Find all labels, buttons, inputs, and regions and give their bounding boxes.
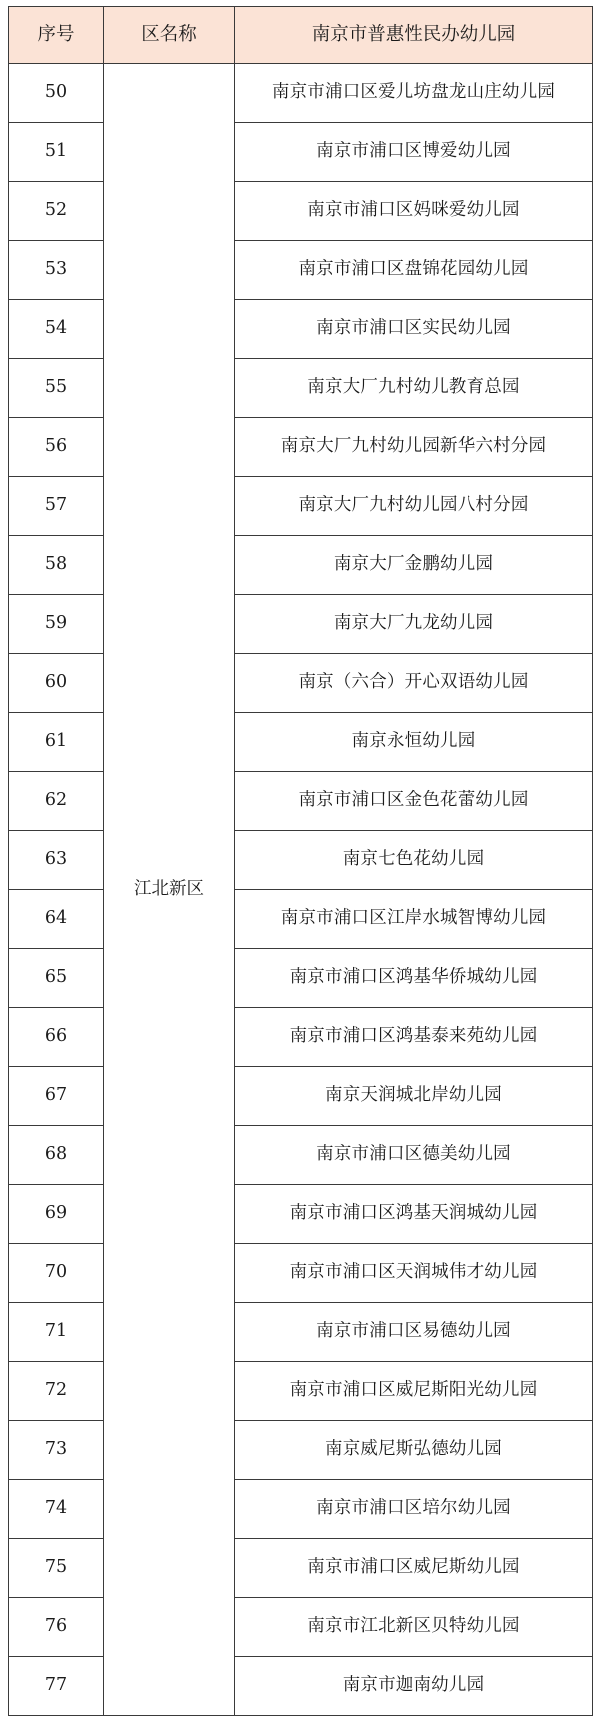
- kindergarten-name: 南京永恒幼儿园: [235, 713, 593, 772]
- row-index: 69: [9, 1185, 104, 1244]
- table-row: [9, 300, 593, 359]
- row-index: 77: [9, 1657, 104, 1716]
- row-index: 60: [9, 654, 104, 713]
- table-row: [9, 64, 593, 123]
- row-index: 67: [9, 1067, 104, 1126]
- kindergarten-name: 南京市浦口区鸿基泰来苑幼儿园: [235, 1008, 593, 1067]
- kindergarten-table: [8, 6, 593, 1716]
- row-index: 64: [9, 890, 104, 949]
- kindergarten-name: 南京市浦口区天润城伟才幼儿园: [235, 1244, 593, 1303]
- kindergarten-name: 南京威尼斯弘德幼儿园: [235, 1421, 593, 1480]
- kindergarten-name: 南京市浦口区威尼斯幼儿园: [235, 1539, 593, 1598]
- table-row: [9, 536, 593, 595]
- row-index: 51: [9, 123, 104, 182]
- table-row: [9, 1008, 593, 1067]
- kindergarten-name: 南京市浦口区金色花蕾幼儿园: [235, 772, 593, 831]
- kindergarten-name: 南京天润城北岸幼儿园: [235, 1067, 593, 1126]
- row-index: 56: [9, 418, 104, 477]
- kindergarten-name: 南京市浦口区德美幼儿园: [235, 1126, 593, 1185]
- row-index: 61: [9, 713, 104, 772]
- kindergarten-name: 南京大厂九村幼儿园新华六村分园: [235, 418, 593, 477]
- row-index: 50: [9, 64, 104, 123]
- row-index: 52: [9, 182, 104, 241]
- kindergarten-name: 南京（六合）开心双语幼儿园: [235, 654, 593, 713]
- table-row: [9, 1126, 593, 1185]
- kindergarten-name: 南京市浦口区江岸水城智博幼儿园: [235, 890, 593, 949]
- row-index: 73: [9, 1421, 104, 1480]
- row-index: 74: [9, 1480, 104, 1539]
- kindergarten-name: 南京大厂九村幼儿教育总园: [235, 359, 593, 418]
- table-row: [9, 359, 593, 418]
- table-row: [9, 890, 593, 949]
- kindergarten-name: 南京大厂金鹏幼儿园: [235, 536, 593, 595]
- kindergarten-name: 南京大厂九龙幼儿园: [235, 595, 593, 654]
- row-index: 76: [9, 1598, 104, 1657]
- kindergarten-name: 南京市江北新区贝特幼儿园: [235, 1598, 593, 1657]
- header-name: 南京市普惠性民办幼儿园: [235, 7, 593, 64]
- row-index: 55: [9, 359, 104, 418]
- header-district: 区名称: [104, 7, 235, 64]
- table-row: [9, 123, 593, 182]
- table-row: [9, 772, 593, 831]
- kindergarten-name: 南京市浦口区鸿基天润城幼儿园: [235, 1185, 593, 1244]
- kindergarten-name: 南京市浦口区盘锦花园幼儿园: [235, 241, 593, 300]
- district-cell: 江北新区: [104, 64, 235, 1716]
- table-row: [9, 182, 593, 241]
- table-row: [9, 1067, 593, 1126]
- row-index: 54: [9, 300, 104, 359]
- table-row: [9, 654, 593, 713]
- table-row: [9, 949, 593, 1008]
- table-row: [9, 1303, 593, 1362]
- kindergarten-name: 南京市浦口区鸿基华侨城幼儿园: [235, 949, 593, 1008]
- row-index: 62: [9, 772, 104, 831]
- table-row: [9, 595, 593, 654]
- header-index: 序号: [9, 7, 104, 64]
- row-index: 63: [9, 831, 104, 890]
- table-row: [9, 1657, 593, 1716]
- row-index: 72: [9, 1362, 104, 1421]
- kindergarten-name: 南京市浦口区实民幼儿园: [235, 300, 593, 359]
- table-body: [9, 64, 593, 1716]
- table-row: [9, 477, 593, 536]
- row-index: 58: [9, 536, 104, 595]
- table-row: [9, 831, 593, 890]
- table-row: [9, 1421, 593, 1480]
- table-row: [9, 1362, 593, 1421]
- table-header-row: [9, 7, 593, 64]
- table-row: [9, 418, 593, 477]
- kindergarten-name: 南京市浦口区威尼斯阳光幼儿园: [235, 1362, 593, 1421]
- row-index: 70: [9, 1244, 104, 1303]
- table-row: [9, 1598, 593, 1657]
- row-index: 66: [9, 1008, 104, 1067]
- kindergarten-name: 南京市浦口区爱儿坊盘龙山庄幼儿园: [235, 64, 593, 123]
- table-row: [9, 1185, 593, 1244]
- table-row: [9, 1539, 593, 1598]
- row-index: 59: [9, 595, 104, 654]
- table-row: [9, 1480, 593, 1539]
- kindergarten-name: 南京七色花幼儿园: [235, 831, 593, 890]
- row-index: 68: [9, 1126, 104, 1185]
- table-row: [9, 241, 593, 300]
- row-index: 57: [9, 477, 104, 536]
- kindergarten-name: 南京大厂九村幼儿园八村分园: [235, 477, 593, 536]
- kindergarten-name: 南京市浦口区易德幼儿园: [235, 1303, 593, 1362]
- kindergarten-name: 南京市浦口区博爱幼儿园: [235, 123, 593, 182]
- table-row: [9, 1244, 593, 1303]
- kindergarten-name: 南京市浦口区妈咪爱幼儿园: [235, 182, 593, 241]
- row-index: 71: [9, 1303, 104, 1362]
- row-index: 53: [9, 241, 104, 300]
- row-index: 75: [9, 1539, 104, 1598]
- row-index: 65: [9, 949, 104, 1008]
- kindergarten-name: 南京市迦南幼儿园: [235, 1657, 593, 1716]
- table-row: [9, 713, 593, 772]
- kindergarten-name: 南京市浦口区培尔幼儿园: [235, 1480, 593, 1539]
